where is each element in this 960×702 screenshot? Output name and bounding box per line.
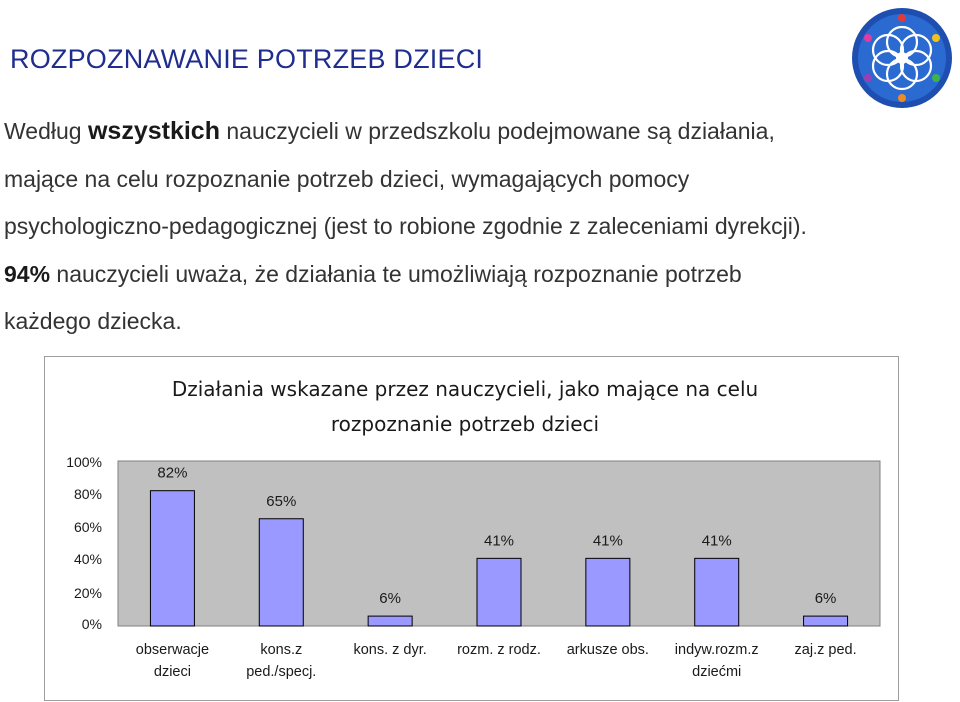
data-label: 6% [379,590,401,608]
y-tick-label: 80% [73,486,102,502]
data-label: 6% [814,590,837,608]
data-label: 82% [157,464,188,482]
line4-text: nauczycieli uważa, że działania te umożliwiają rozpoznanie potrzeb [50,260,742,287]
bar [804,616,848,626]
bar [368,616,412,626]
x-tick-label: indyw.rozm.z [674,642,759,658]
x-tick-label: dzieci [153,664,191,680]
x-tick-label: ped./specj. [246,664,317,680]
line1-text-a: Według [4,118,88,144]
chart-title-line-1: Działania wskazane przez nauczycieli, jako mające na celu [171,377,759,401]
y-tick-label: 40% [73,551,102,567]
bar [259,519,303,626]
bar [477,558,521,626]
y-tick-label: 100% [66,454,102,470]
y-tick-label: 0% [81,616,102,632]
x-tick-label: kons. z dyr. [353,642,427,658]
y-tick-label: 60% [73,519,102,535]
x-tick-label: dziećmi [692,664,742,680]
x-tick-label: obserwacje [135,642,210,658]
line1-text-b: nauczycieli w przedszkolu podejmowane są działania, [219,118,775,144]
page-title: ROZPOZNAWANIE POTRZEB DZIECI [10,44,484,74]
data-label: 41% [701,532,732,550]
y-tick-label: 20% [73,585,102,601]
bar [150,491,194,626]
data-label: 65% [266,492,297,510]
paragraph-line-2: mające na celu rozpoznanie potrzeb dzieci, wymagających pomocy [4,165,690,192]
bar [695,558,739,626]
data-label: 41% [483,532,515,550]
x-tick-label: zaj.z ped. [794,642,857,658]
bar [586,558,630,626]
chart-title-line-2: rozpoznanie potrzeb dzieci [330,412,600,436]
line1-bold: wszystkich [87,117,220,145]
paragraph-line-3: psychologiczno-pedagogicznej (jest to robione zgodnie z zaleceniami dyrekcji). [4,213,807,239]
paragraph-line-5: każdego dziecka. [4,308,182,334]
x-tick-label: arkusze obs. [566,642,649,658]
x-tick-label: kons.z [260,642,303,658]
x-tick-label: rozm. z rodz. [457,642,541,658]
data-label: 41% [592,532,623,550]
line4-bold: 94% [4,260,51,287]
